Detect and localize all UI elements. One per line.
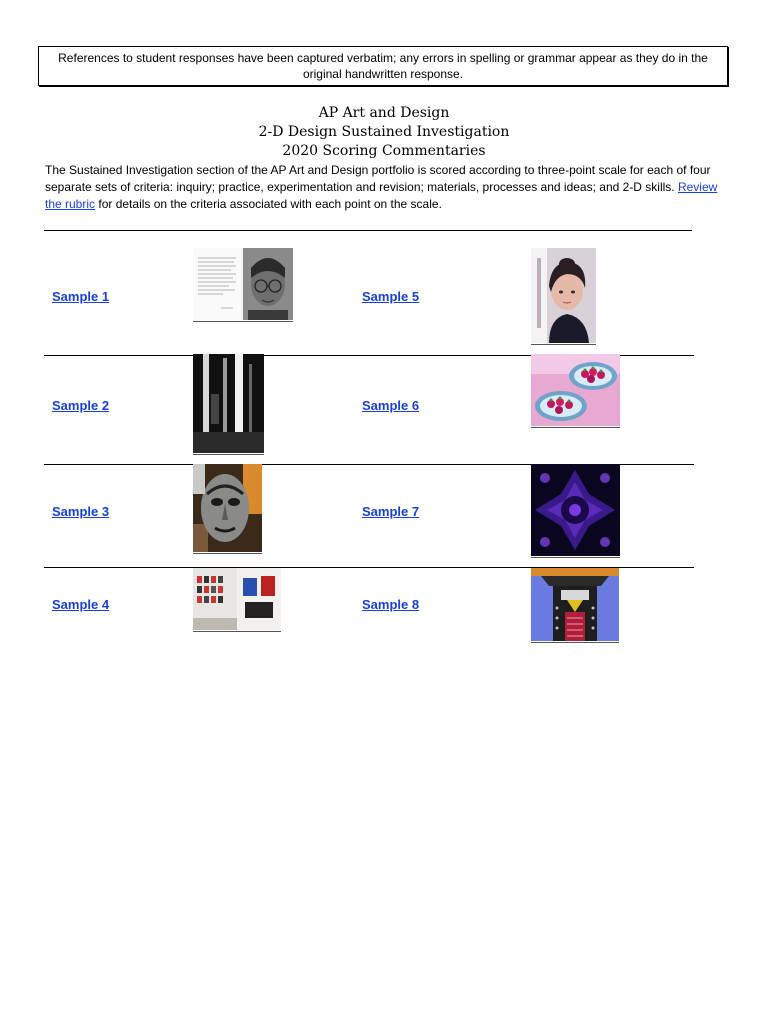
portrait-with-text-icon [193, 248, 293, 320]
girl-portrait-icon [531, 248, 596, 343]
page-title-line3: 2020 Scoring Commentaries [282, 143, 486, 159]
thumbnail-underline [531, 344, 596, 345]
sample-5-thumbnail[interactable] [531, 248, 596, 343]
top-divider [44, 230, 692, 231]
review-rubric-link[interactable]: Review the rubric [45, 180, 718, 211]
sample-7-thumbnail[interactable] [531, 464, 620, 556]
sample-1-link[interactable]: Sample 1 [52, 289, 110, 304]
sculpted-face-icon [193, 464, 262, 552]
sample-4-thumbnail[interactable] [193, 568, 281, 630]
strawberry-plates-icon [531, 354, 620, 426]
symmetrical-structure-icon [531, 568, 619, 641]
dark-architecture-icon [193, 354, 264, 453]
sample-5-link[interactable]: Sample 5 [362, 289, 420, 304]
thumbnail-underline [193, 553, 262, 554]
intro-text-before: The Sustained Investigation section of the AP Art and Design portfolio is scored according to three-point scale for each of four separate sets of criteria: inquiry; practice, experimentation and revision; materials, processes and ideas; and 2-D skills. [45, 163, 711, 194]
verbatim-notice-box [38, 46, 728, 86]
sample-6-thumbnail[interactable] [531, 354, 620, 426]
thumbnail-underline [531, 642, 619, 643]
sample-1-thumbnail[interactable] [193, 248, 293, 320]
gallery-wall-icon [193, 568, 281, 630]
verbatim-notice-text: References to student responses have been captured verbatim; any errors in spelling or grammar appear as they do in the original handwritten response. [58, 51, 708, 81]
page-title-block [0, 104, 768, 161]
intro-paragraph [45, 162, 735, 213]
thumbnail-underline [531, 557, 620, 558]
sample-3-thumbnail[interactable] [193, 464, 262, 552]
page-title-line1: AP Art and Design [318, 105, 450, 121]
thumbnail-underline [193, 321, 293, 322]
sample-4-link[interactable]: Sample 4 [52, 597, 110, 612]
intro-text-after: for details on the criteria associated with each point on the scale. [98, 197, 442, 211]
thumbnail-underline [193, 631, 281, 632]
sample-7-link[interactable]: Sample 7 [362, 504, 420, 519]
thumbnail-underline [531, 427, 620, 428]
thumbnail-underline [193, 454, 264, 455]
sample-6-link[interactable]: Sample 6 [362, 398, 420, 413]
sample-2-link[interactable]: Sample 2 [52, 398, 110, 413]
purple-kaleidoscope-icon [531, 464, 620, 556]
sample-8-link[interactable]: Sample 8 [362, 597, 420, 612]
sample-2-thumbnail[interactable] [193, 354, 264, 453]
sample-3-link[interactable]: Sample 3 [52, 504, 110, 519]
page-title-line2: 2-D Design Sustained Investigation [258, 124, 510, 140]
sample-8-thumbnail[interactable] [531, 568, 619, 641]
